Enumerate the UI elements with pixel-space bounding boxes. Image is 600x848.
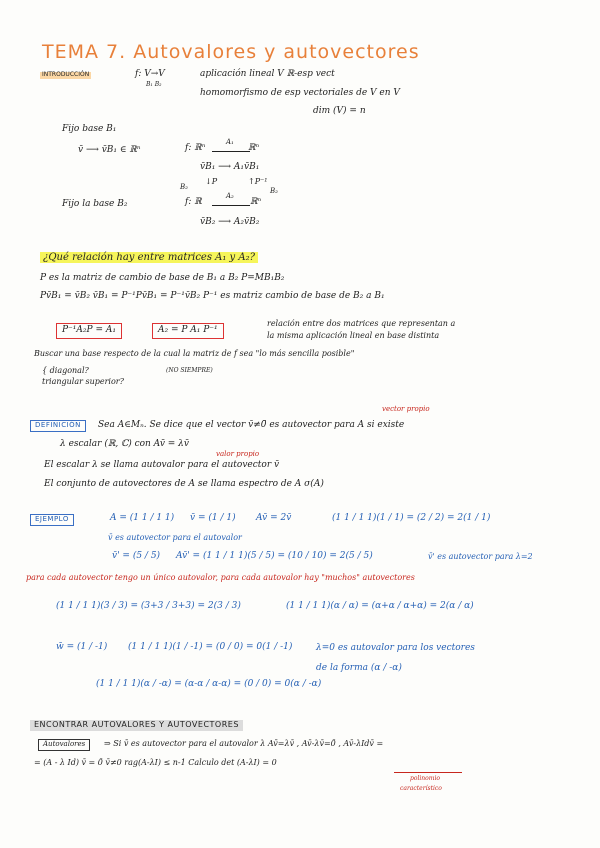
eigenvector-note-2: v̄' es autovector para λ=2 (428, 552, 533, 561)
av-prime-equation: Av̄' = (1 1 / 1 1)(5 / 5) = (10 / 10) = 2(5 / 5) (176, 551, 373, 561)
vector-v: v̄ = (1 / 1) (190, 513, 236, 523)
eigenvalues-tag: Autovalores (38, 739, 90, 751)
map-definition: f: V→V (135, 69, 165, 79)
triangular-option: triangular superior? (42, 377, 124, 386)
relation-text-1: relación entre dos matrices que representan a (267, 319, 456, 328)
map-bases: B₁ B₂ (146, 81, 162, 88)
diagonal-option: { diagonal? (42, 366, 89, 375)
example-tag: EJEMPLO (30, 514, 74, 526)
matrix-a: A = (1 1 / 1 1) (110, 513, 175, 523)
p-down: ↓P (205, 177, 218, 186)
question-highlight: ¿Qué relación hay entre matrices A₁ y A₂? (40, 252, 258, 263)
vb1-row: v̄B₁ ⟶ A₁v̄B₁ (200, 162, 260, 172)
definition-line-4: El conjunto de autovectores de A se llama espectro de A σ(A) (44, 479, 324, 489)
uniqueness-note: para cada autovector tengo un único autovalor, para cada autovalor hay "muchos" autovectores (26, 573, 415, 582)
f-bottom: f: ℝ (185, 197, 202, 207)
product-check: (1 1 / 1 1)(1 / 1) = (2 / 2) = 2(1 / 1) (332, 513, 491, 523)
not-always-note: (NO SIEMPRE) (166, 367, 213, 374)
definition-line-1: Sea A∈Mₙ. Se dice que el vector v̄≠0̄ es autovector para A si existe (98, 420, 405, 430)
a2-label: A₂ (226, 192, 234, 200)
av-equation: Av̄ = 2v̄ (256, 513, 292, 523)
calc-3: (1 1 / 1 1)(1 / -1) = (0 / 0) = 0(1 / -1) (128, 642, 293, 652)
arrow-a1 (212, 151, 250, 152)
b2-right: B₂ (270, 187, 278, 195)
vector-w: w̄ = (1 / -1) (56, 642, 108, 652)
intro-tag: INTRODUCCIÓN (42, 71, 90, 78)
homomorphism-text: homomorfismo de esp vectoriales de V en V (200, 88, 400, 98)
f-top: f: ℝⁿ (185, 143, 206, 153)
calc-4: (1 1 / 1 1)(α / -α) = (α-α / α-α) = (0 / 0) = 0(α / -α) (96, 679, 322, 689)
characteristic-poly-1: polinomio (410, 775, 440, 782)
rn-top: ℝⁿ (248, 143, 260, 153)
rn-bottom: ℝⁿ (250, 197, 262, 207)
arrow-a2 (212, 205, 250, 206)
eigenvector-note-1: v̄ es autovector para el autovalor (108, 533, 242, 542)
question-line (40, 252, 258, 263)
calc-1: (1 1 / 1 1)(3 / 3) = (3+3 / 3+3) = 2(3 / 3) (56, 601, 241, 611)
eigenvalue-label: valor propio (216, 450, 260, 458)
vb2-row: v̄B₂ ⟶ A₂v̄B₂ (200, 217, 260, 227)
p-inverse-up: ↑P⁻¹ (248, 177, 268, 186)
vector-v-prime: v̄' = (5 / 5) (112, 551, 161, 561)
page-title: TEMA 7. Autovalores y autovectores (42, 41, 420, 63)
coord-arrow: v̄ ⟶ v̄B₁ ∈ ℝⁿ (78, 145, 141, 155)
definition-tag: DEFINICIÓN (30, 420, 86, 432)
det-underline (394, 772, 462, 773)
fix-base-b1: Fijo base B₁ (62, 124, 117, 134)
relation-text-2: la misma aplicación lineal en base distinta (267, 331, 440, 340)
equation-a1: P⁻¹A₂P = A₁ (56, 323, 122, 339)
find-section-heading: ENCONTRAR AUTOVALORES Y AUTOVECTORES (30, 720, 243, 731)
linear-app-text: aplicación lineal V ℝ-esp vect (200, 69, 335, 79)
definition-line-3: El escalar λ se llama autovalor para el autovector v̄ (44, 460, 280, 470)
lambda-zero-line-2: de la forma (α / -α) (316, 663, 402, 673)
p-relations-line: Pv̄B₁ = v̄B₂ v̄B₁ = P⁻¹Pv̄B₁ = P⁻¹v̄B₂ P⁻¹ es matriz cambio de base de B₂ a B₁ (40, 291, 385, 301)
dimension-text: dim (V) = n (313, 106, 366, 116)
definition-line-2: λ escalar (ℝ, ℂ) con Av̄ = λv̄ (60, 439, 189, 449)
p-matrix-line: P es la matriz de cambio de base de B₁ a B₂ P=MB₁B₂ (40, 273, 285, 283)
find-line-2: = (A - λ Id) v̄ = 0̄ v̄≠0 rag(A-λI) ≤ n-1 Calculo det (A-λI) = 0 (34, 758, 277, 767)
calc-2: (1 1 / 1 1)(α / α) = (α+α / α+α) = 2(α / α) (286, 601, 474, 611)
a1-label: A₁ (226, 138, 234, 146)
search-basis-text: Buscar una base respecto de la cual la matriz de f sea "lo más sencilla posible" (34, 349, 355, 358)
characteristic-poly-2: característico (400, 785, 442, 792)
fix-base-b2: Fijo la base B₂ (62, 199, 128, 209)
equation-a2: A₂ = P A₁ P⁻¹ (152, 323, 224, 339)
eigenvector-label: vector propio (382, 405, 430, 413)
find-line-1: ⇒ Si v̄ es autovector para el autovalor λ Av̄=λv̄ , Av̄-λv̄=0̄ , Av̄-λIdv̄ = (104, 739, 384, 748)
b2-left: B₂ (180, 183, 188, 191)
lambda-zero-line-1: λ=0 es autovalor para los vectores (316, 643, 475, 653)
